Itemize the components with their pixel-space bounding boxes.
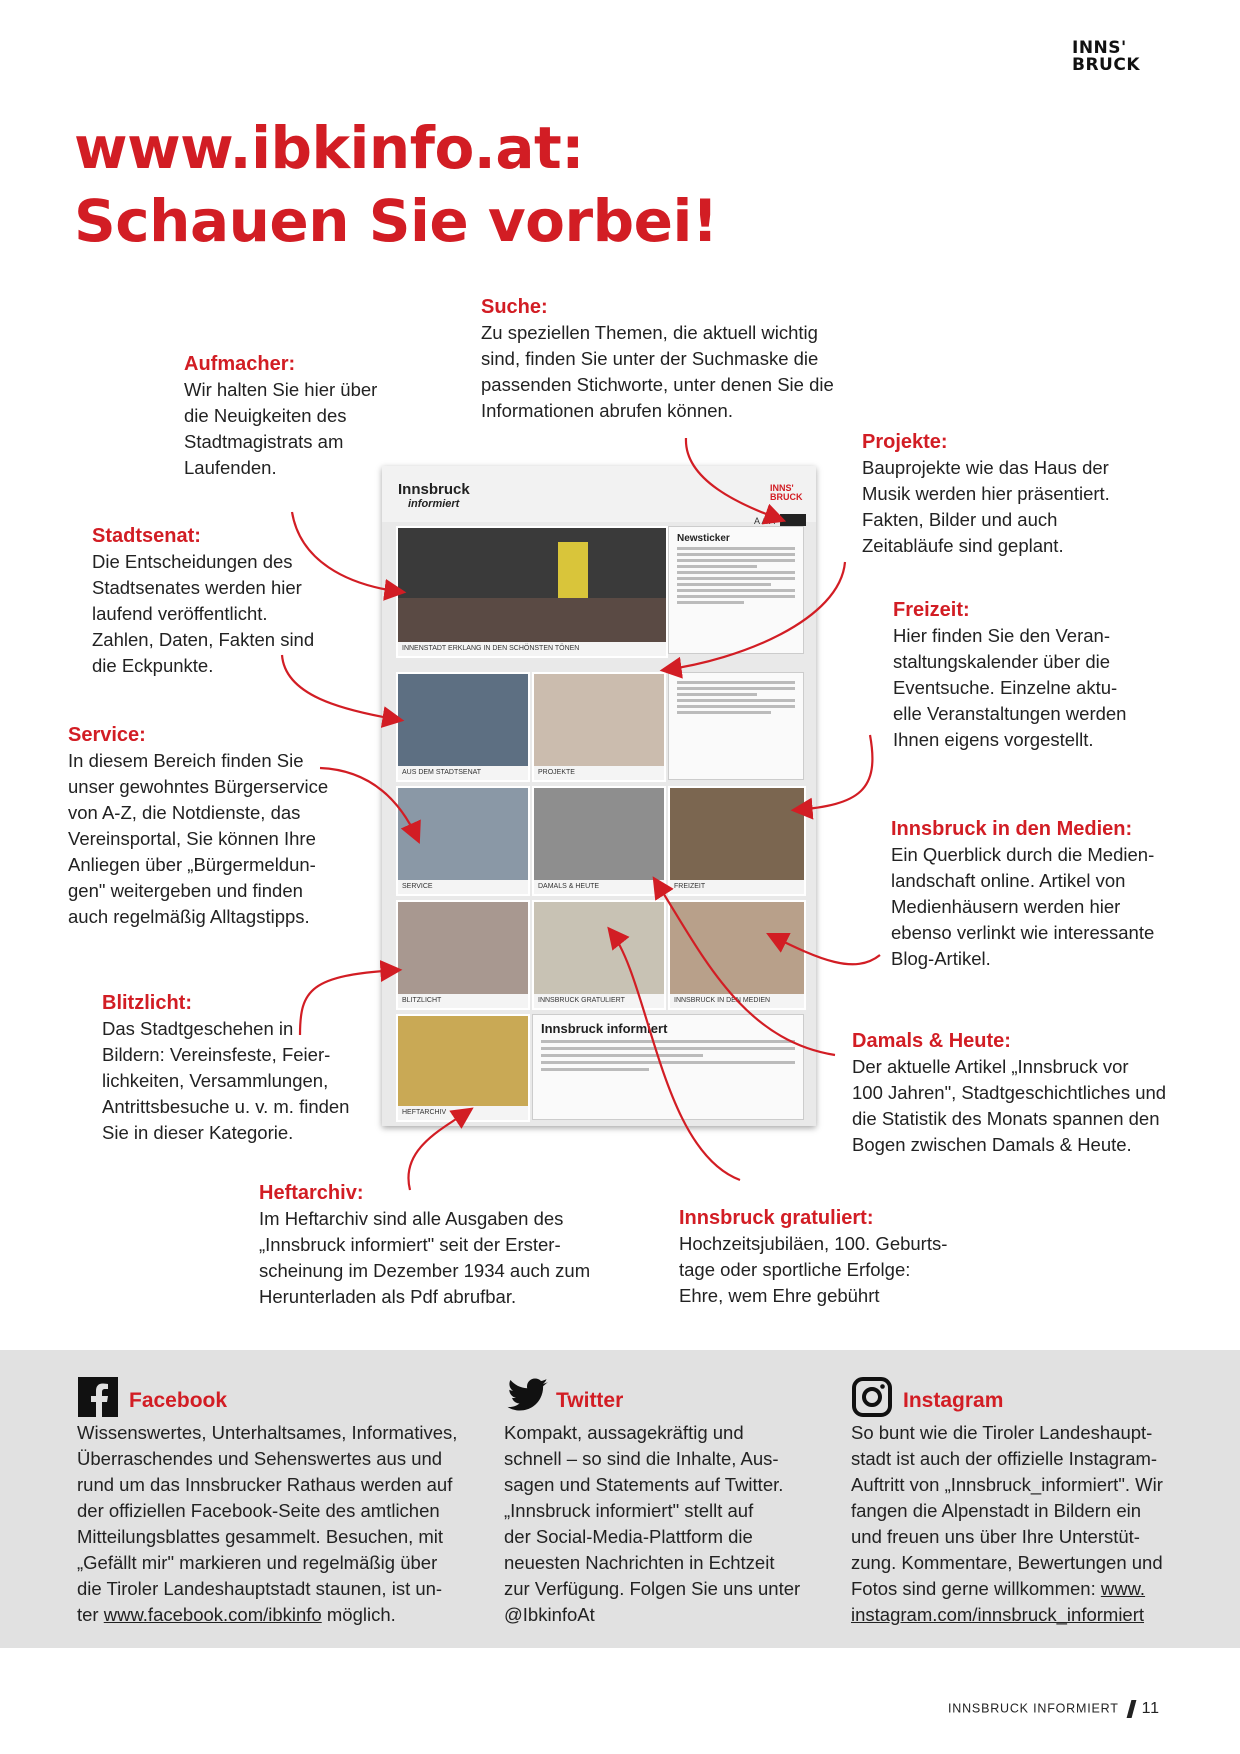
annotation-aufmacher: Aufmacher: Wir halten Sie hier über die Neuigkeiten des Stadtmagistrats am Laufenden. bbox=[184, 353, 378, 478]
mockup-hero-tile: INNENSTADT ERKLANG IN DEN SCHÖNSTEN TÖNEN bbox=[396, 526, 668, 658]
arrow-medien bbox=[770, 935, 880, 964]
annotation-service: Service: In diesem Bereich finden Sie unser gewohntes Bürgerservice von A-Z, die Notdienste, das Vereinsportal, Sie können Ihre Anliegen über „Bürgermeldun- gen" weitergeben und finden auch regelmäßig Alltagstipps. bbox=[68, 724, 329, 927]
annotation-freizeit: Freizeit: Hier finden Sie den Veran- staltungskalender über die Eventsuche. Einzelne aktu- elle Veranstaltungen werden Ihnen eigens vorgestellt. bbox=[893, 599, 1127, 750]
arrow-blitzlicht bbox=[300, 970, 398, 1035]
arrow-freizeit bbox=[795, 735, 872, 810]
arrow-damals-heute bbox=[655, 880, 835, 1055]
facebook-icon bbox=[77, 1376, 119, 1418]
mockup-font-size-controls: A A A bbox=[754, 516, 776, 526]
facebook-link[interactable]: www.facebook.com/ibkinfo bbox=[103, 1604, 322, 1625]
arrow-aufmacher bbox=[292, 512, 402, 592]
innsbruck-logo: INNS' BRUCK bbox=[1072, 38, 1141, 75]
mockup-tile-heftarchiv: HEFTARCHIV bbox=[396, 1014, 530, 1122]
mockup-tile-projekte: PROJEKTE bbox=[532, 672, 666, 782]
page-title: www.ibkinfo.at: Schauen Sie vorbei! bbox=[74, 114, 718, 255]
footer-divider bbox=[1126, 1700, 1136, 1718]
arrow-projekte bbox=[664, 562, 845, 670]
arrow-stadtsenat bbox=[282, 655, 400, 720]
instagram-icon bbox=[851, 1376, 893, 1418]
page-footer: INNSBRUCK INFORMIERT 11 bbox=[948, 1700, 1160, 1717]
mockup-tile-medien: INNSBRUCK IN DEN MEDIEN bbox=[668, 900, 806, 1010]
annotation-blitzlicht: Blitzlicht: Das Stadtgeschehen in Bildern: Vereinsfeste, Feier- lichkeiten, Versammlungen, Antrittsbesuche u. v. m. finden Sie in dieser Kategorie. bbox=[102, 992, 350, 1143]
twitter-column: Twitter Kompakt, aussagekräftig und schnell – so sind die Inhalte, Aus- sagen und Statements auf Twitter. „Innsbruck informiert" stellt auf der Social-Media-Plattform die neuesten Nachrichten in Echtzeit zur Verfügung. Folgen Sie uns unter @IbkinfoAt bbox=[504, 1376, 834, 1628]
annotation-stadtsenat: Stadtsenat: Die Entscheidungen des Stadtsenates werden hier laufend veröffentlicht. Zahlen, Daten, Fakten sind die Eckpunkte. bbox=[92, 525, 315, 676]
mockup-logo: INNS' BRUCK bbox=[770, 483, 803, 502]
annotation-heftarchiv: Heftarchiv: Im Heftarchiv sind alle Ausgaben des „Innsbruck informiert" seit der Erster- scheinung im Dezember 1934 auch zum Herunterladen als Pdf abrufbar. bbox=[259, 1182, 591, 1307]
arrow-gratuliert bbox=[610, 930, 740, 1180]
arrow-suche bbox=[686, 438, 782, 520]
instagram-column: Instagram So bunt wie die Tiroler Landeshaupt- stadt ist auch der offizielle Instagram- Auftritt von „Innsbruck_informiert". Wir fangen die Alpenstadt in Bildern ein und freuen uns über Ihre Unterstüt- zung. Kommentare, Bewertungen und Fotos sind gerne willkommen: www. instagram.com/innsbruck_informiert bbox=[851, 1376, 1221, 1628]
twitter-icon bbox=[504, 1376, 550, 1418]
facebook-column: Facebook Wissenswertes, Unterhaltsames, Informatives, Überraschendes und Sehenswertes aus und rund um das Innsbrucker Rathaus werden auf der offiziellen Facebook-Seite des amtlichen Mitteilungsblattes gesammelt. Besuchen, mit „Gefällt mir" markieren und regelmäßig über die Tiroler Landeshauptstadt staunen, ist un- ter www.facebook.com/ibkinfo möglich. bbox=[77, 1376, 467, 1628]
mockup-tile-service: SERVICE bbox=[396, 786, 530, 896]
mockup-tile-blitzlicht: BLITZLICHT bbox=[396, 900, 530, 1010]
arrow-service bbox=[320, 768, 418, 840]
mockup-tile-freizeit: FREIZEIT bbox=[668, 786, 806, 896]
mockup-tile-gratuliert: INNSBRUCK GRATULIERT bbox=[532, 900, 666, 1010]
annotation-projekte: Projekte: Bauprojekte wie das Haus der Musik werden hier präsentiert. Fakten, Bilder und auch Zeitabläufe sind geplant. bbox=[862, 431, 1110, 556]
mockup-tile-damals-heute: DAMALS & HEUTE bbox=[532, 786, 666, 896]
annotation-suche: Suche: Zu speziellen Themen, die aktuell wichtig sind, finden Sie unter der Suchmaske die passenden Stichworte, unter denen Sie die Informationen abrufen können. bbox=[481, 296, 834, 421]
annotation-gratuliert: Innsbruck gratuliert: Hochzeitsjubiläen, 100. Geburts- tage oder sportliche Erfolge: Ehre, wem Ehre gebührt bbox=[679, 1207, 948, 1306]
annotation-medien: Innsbruck in den Medien: Ein Querblick durch die Medien- landschaft online. Artikel von Medienhäusern werden hier ebenso verlinkt wie interessante Blog-Artikel. bbox=[891, 818, 1155, 969]
annotation-damals-heute: Damals & Heute: Der aktuelle Artikel „Innsbruck vor 100 Jahren", Stadtgeschichtliches und die Statistik des Monats spannen den Bogen zwischen Damals & Heute. bbox=[852, 1030, 1167, 1155]
mockup-brand: Innsbruck informiert bbox=[398, 481, 470, 510]
mockup-info-box: Innsbruck informiert bbox=[532, 1014, 804, 1120]
mockup-tile-stadtsenat: AUS DEM STADTSENAT bbox=[396, 672, 530, 782]
mockup-newsticker: Newsticker bbox=[668, 526, 804, 654]
page-number: 11 bbox=[1141, 1700, 1160, 1717]
arrow-heftarchiv bbox=[408, 1110, 470, 1190]
instagram-link[interactable]: www. instagram.com/innsbruck_informiert bbox=[851, 1578, 1146, 1625]
